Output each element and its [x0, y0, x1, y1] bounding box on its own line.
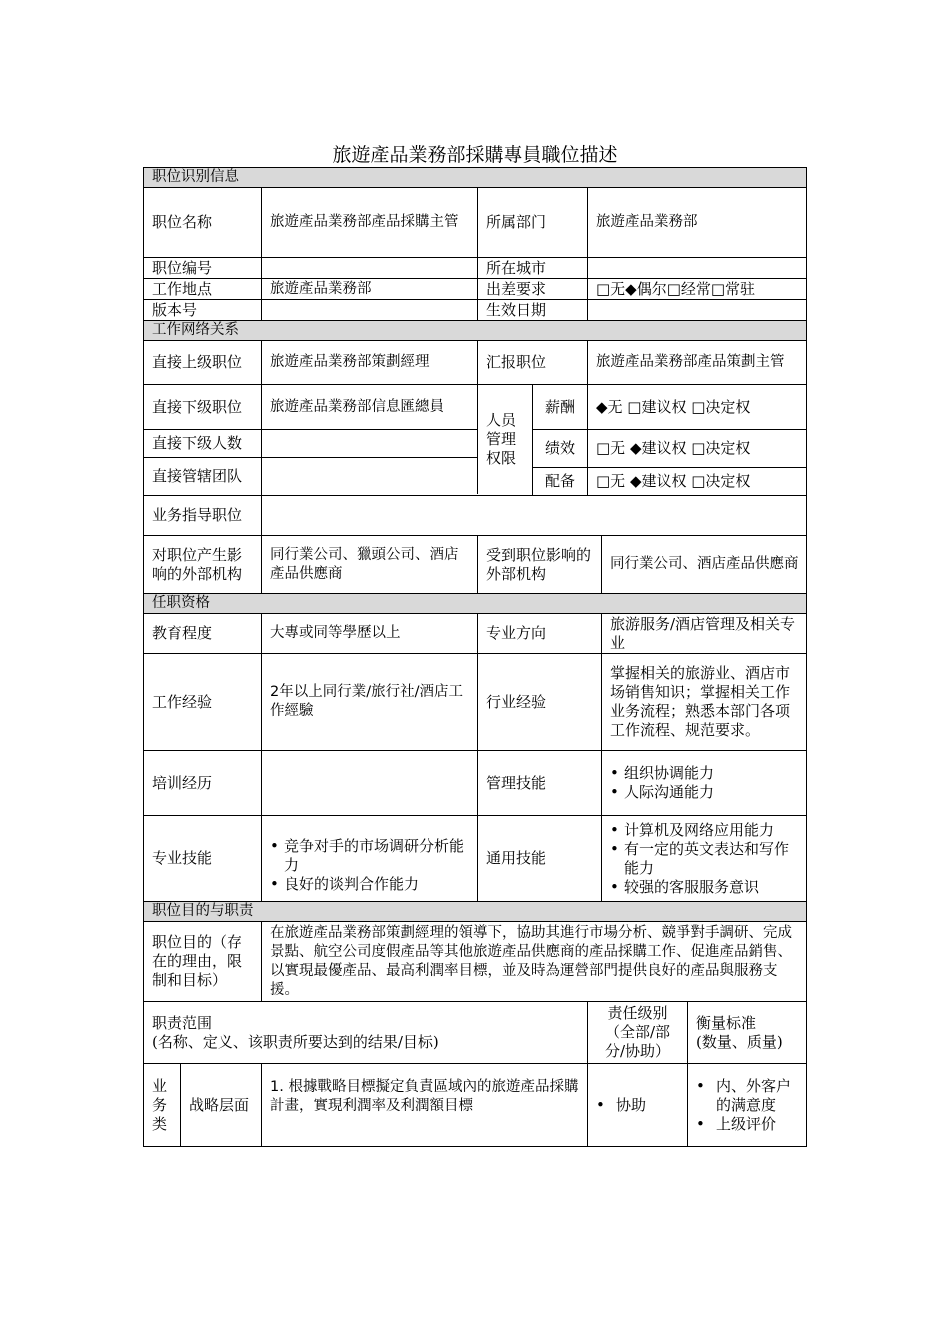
value-city [587, 257, 807, 278]
label-managed-team: 直接管辖团队 [143, 457, 261, 495]
label-position-code: 职位编号 [143, 257, 261, 278]
label-professional-skills: 专业技能 [143, 815, 261, 901]
label-report-to: 汇报职位 [477, 340, 587, 384]
label-direct-superior: 直接上级职位 [143, 340, 261, 384]
value-business-guidance [261, 495, 807, 535]
value-training [261, 750, 477, 815]
value-effective-date [587, 299, 807, 320]
label-direct-subordinate: 直接下级职位 [143, 384, 261, 429]
label-management-skills: 管理技能 [477, 750, 601, 815]
list-item: • 上级评价 [696, 1115, 799, 1134]
section-header-identity: 职位识别信息 [143, 167, 807, 187]
section-header-qualification: 任职资格 [143, 593, 807, 613]
label-strategic-level: 战略层面 [180, 1063, 261, 1147]
value-influencing-orgs: 同行業公司、獵頭公司、酒店產品供應商 [261, 535, 477, 593]
label-influencing-orgs: 对职位产生影响的外部机构 [143, 535, 261, 593]
value-direct-subordinate: 旅遊產品業務部信息匯總員 [261, 384, 477, 429]
value-influenced-orgs: 同行業公司、酒店產品供應商 [601, 535, 807, 593]
list-item: • 有一定的英文表达和写作能力 [610, 840, 799, 878]
list-item: • 竞争对手的市场调研分析能力 [270, 837, 469, 875]
list-item: • 协助 [596, 1096, 679, 1115]
label-industry-experience: 行业经验 [477, 653, 601, 750]
value-position-code [261, 257, 477, 278]
label-measurement: 衡量标准 (数量、质量) [687, 1001, 807, 1063]
label-city: 所在城市 [477, 257, 587, 278]
value-version [261, 299, 477, 320]
list-item: • 计算机及网络应用能力 [610, 821, 799, 840]
section-header-network: 工作网络关系 [143, 320, 807, 340]
value-work-experience: 2年以上同行業/旅行社/酒店工作經驗 [261, 653, 477, 750]
duty-item-1: 1. 根據戰略目標擬定負責區域內的旅遊產品採購計畫，實現利潤率及利潤額目標 [261, 1063, 587, 1147]
value-report-to: 旅遊產品業務部產品策劃主管 [587, 340, 807, 384]
label-performance: 绩效 [532, 429, 587, 467]
label-business-guidance: 业务指导职位 [143, 495, 261, 535]
value-salary-authority: ◆无 □建议权 □决定权 [587, 384, 807, 429]
label-general-skills: 通用技能 [477, 815, 601, 901]
label-subordinate-count: 直接下级人数 [143, 429, 261, 457]
value-subordinate-count [261, 429, 477, 457]
value-performance-authority: □无 ◆建议权 □决定权 [587, 429, 807, 467]
list-item: • 人际沟通能力 [610, 783, 799, 802]
value-managed-team [261, 457, 477, 495]
table-right-border [806, 167, 807, 1147]
label-staffing: 配备 [532, 467, 587, 495]
section-header-purpose: 职位目的与职责 [143, 901, 807, 921]
list-item: • 内、外客户的满意度 [696, 1077, 799, 1115]
value-travel: □无◆偶尔□经常□常驻 [587, 278, 807, 299]
label-position-goal: 职位目的（存在的理由，限制和目标） [143, 921, 261, 1001]
value-major: 旅游服务/酒店管理及相关专业 [601, 613, 807, 653]
label-position-name: 职位名称 [143, 187, 261, 257]
duty-1-measures [687, 1063, 807, 1147]
label-department: 所属部门 [477, 187, 587, 257]
duty-1-level [587, 1063, 687, 1147]
label-education: 教育程度 [143, 613, 261, 653]
label-work-location: 工作地点 [143, 278, 261, 299]
label-responsibility-level: 责任级别（全部/部分/协助） [587, 1001, 687, 1063]
value-professional-skills [261, 815, 477, 901]
label-personnel-authority: 人员管理权限 [477, 384, 532, 494]
table-bottom-border [143, 1146, 807, 1147]
value-department: 旅遊產品業務部 [587, 187, 807, 257]
value-management-skills [601, 750, 807, 815]
label-effective-date: 生效日期 [477, 299, 587, 320]
label-influenced-orgs: 受到职位影响的外部机构 [477, 535, 601, 593]
label-business-category: 业务类 [143, 1063, 180, 1147]
list-item: • 良好的谈判合作能力 [270, 875, 469, 894]
value-position-goal: 在旅遊產品業務部策劃經理的領導下，協助其進行市場分析、競爭對手調研、完成景點、航空公司度假產品等其他旅遊產品供應商的產品採購工作、促進產品銷售、以實現最優產品、最高利潤率目標，並及時為運營部門提供良好的產品與服務支援。 [261, 921, 807, 1001]
label-salary: 薪酬 [532, 384, 587, 429]
label-travel: 出差要求 [477, 278, 587, 299]
value-education: 大專或同等學歷以上 [261, 613, 477, 653]
label-training: 培训经历 [143, 750, 261, 815]
page-title: 旅遊產品業務部採購專員職位描述 [332, 144, 618, 166]
list-item: • 较强的客服服务意识 [610, 878, 799, 897]
value-direct-superior: 旅遊產品業務部策劃經理 [261, 340, 477, 384]
label-duty-scope: 职责范围 (名称、定义、该职责所要达到的结果/目标) [143, 1001, 587, 1063]
list-item: • 组织协调能力 [610, 764, 799, 783]
value-general-skills [601, 815, 807, 901]
value-staffing-authority: □无 ◆建议权 □决定权 [587, 467, 807, 495]
job-description-table [143, 167, 807, 1147]
label-version: 版本号 [143, 299, 261, 320]
value-industry-experience: 掌握相关的旅游业、酒店市场销售知识；掌握相关工作业务流程；熟悉本部门各项工作流程、规范要求。 [601, 653, 807, 750]
label-major: 专业方向 [477, 613, 601, 653]
label-work-experience: 工作经验 [143, 653, 261, 750]
value-work-location: 旅遊產品業務部 [261, 278, 477, 299]
value-position-name: 旅遊產品業務部產品採購主管 [261, 187, 477, 257]
